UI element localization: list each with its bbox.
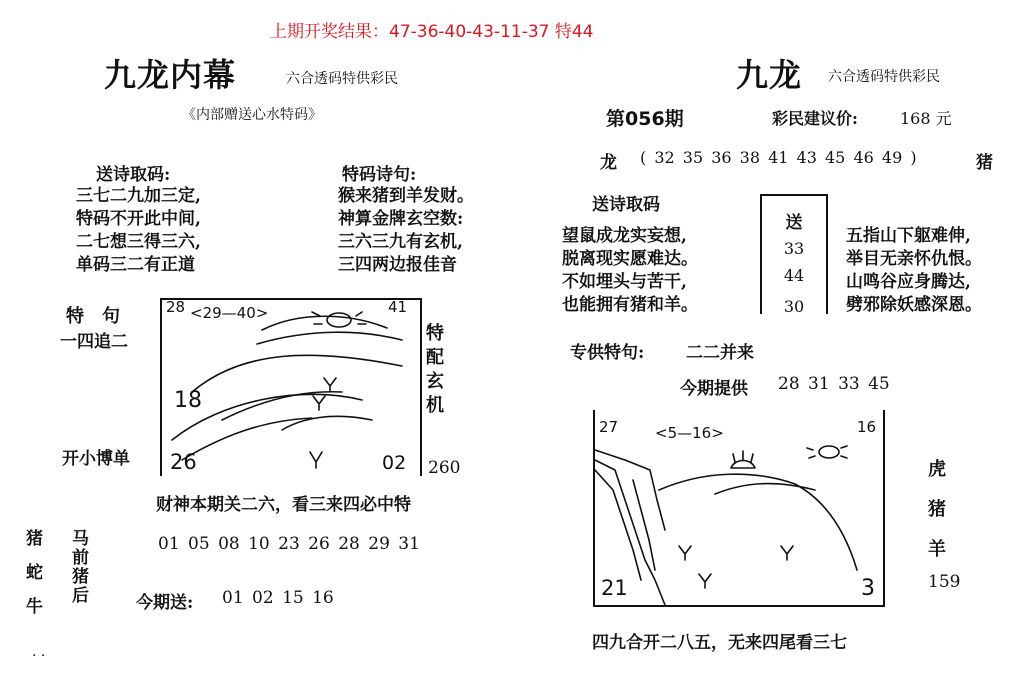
left-drawing-bl: 26 bbox=[170, 450, 197, 474]
left-side-text bbox=[426, 322, 444, 418]
right-subtitle: 六合透码特供彩民 bbox=[828, 69, 940, 85]
zodiac-char: 猪 bbox=[72, 567, 89, 587]
left-today-label: 今期送: bbox=[136, 593, 194, 613]
left-special-line: 三四两边报佳音 bbox=[338, 255, 457, 275]
right-pig-label: 猪 bbox=[976, 153, 993, 173]
zodiac-char: 牛 bbox=[26, 597, 43, 617]
left-poem-line: 二七想三得三六, bbox=[76, 232, 201, 252]
left-drawing bbox=[160, 298, 422, 476]
left-today-numbers: 01 02 15 16 bbox=[222, 588, 334, 608]
right-send-box bbox=[760, 194, 828, 314]
left-side-char: 机 bbox=[426, 395, 444, 416]
right-title: 九龙 bbox=[736, 56, 803, 94]
right-special-value: 二二并来 bbox=[686, 343, 754, 363]
right-poem-right bbox=[846, 225, 982, 317]
left-poem-heading: 送诗取码: bbox=[96, 165, 171, 185]
right-price-label: 彩民建议价: bbox=[772, 109, 858, 128]
left-zodiac-col1 bbox=[26, 522, 43, 624]
left-zodiac-col2 bbox=[72, 530, 89, 606]
left-poem-line: 特码不开此中间, bbox=[76, 209, 201, 229]
right-side-number: 159 bbox=[928, 572, 961, 592]
left-special-line: 猴来猪到羊发财。 bbox=[338, 186, 474, 206]
left-poem-line: 单码三二有正道 bbox=[76, 255, 195, 275]
left-dots: . . bbox=[32, 644, 46, 660]
zodiac-char: 马 bbox=[72, 529, 89, 549]
right-poem-line: 也能拥有猪和羊。 bbox=[562, 295, 698, 315]
right-issue: 第056期 bbox=[606, 108, 684, 130]
right-drawing-br: 3 bbox=[861, 576, 875, 601]
zodiac-char: 虎 bbox=[928, 459, 946, 480]
right-dragon-numbers: ( 32 35 36 38 41 43 45 46 49 ) bbox=[640, 148, 917, 167]
left-drawing-tr: 41 bbox=[388, 298, 408, 316]
left-side-char: 特 bbox=[426, 323, 444, 344]
zodiac-char: 猪 bbox=[928, 499, 946, 520]
left-special-line: 三六三九有玄机, bbox=[338, 232, 463, 252]
left-single-label: 开小博单 bbox=[62, 449, 130, 469]
zodiac-char: 猪 bbox=[26, 529, 43, 549]
right-poem-line: 山鸣谷应身腾达, bbox=[846, 272, 971, 292]
left-subtitle: 六合透码特供彩民 bbox=[286, 71, 398, 87]
left-drawing-tl: 28 bbox=[166, 298, 186, 316]
right-poem-line: 五指山下躯难伸, bbox=[846, 226, 971, 246]
zodiac-char: 羊 bbox=[928, 539, 946, 560]
send-box-number: 33 bbox=[783, 239, 805, 258]
send-box-number: 30 bbox=[783, 297, 805, 316]
right-provide-numbers: 28 31 33 45 bbox=[778, 374, 890, 394]
left-tagline: 《内部赠送心水特码》 bbox=[182, 107, 322, 123]
left-side-char: 玄 bbox=[426, 371, 444, 392]
right-dragon-label: 龙 bbox=[600, 153, 617, 173]
right-drawing-range: <5—16> bbox=[655, 424, 724, 442]
left-drawing-range: <29—40> bbox=[190, 304, 269, 322]
left-numbers: 01 05 08 10 23 26 28 29 31 bbox=[158, 534, 420, 554]
left-side-number: 260 bbox=[428, 458, 461, 478]
right-drawing bbox=[593, 410, 885, 607]
left-god-line: 财神本期关二六，看三来四必中特 bbox=[156, 495, 411, 515]
left-special-heading: 特码诗句: bbox=[342, 165, 417, 185]
right-poem-line: 脱离现实愿难达。 bbox=[562, 249, 698, 269]
right-poem-line: 劈邪除妖感深恩。 bbox=[846, 295, 982, 315]
zodiac-char: 蛇 bbox=[26, 563, 43, 583]
send-box-label: 送 bbox=[785, 213, 803, 233]
zodiac-char: 前 bbox=[72, 548, 89, 568]
zodiac-char: 后 bbox=[72, 586, 89, 606]
left-special-line: 神算金牌玄空数: bbox=[338, 209, 464, 229]
right-special-label: 专供特句: bbox=[570, 343, 645, 363]
right-poem-heading: 送诗取码 bbox=[592, 195, 660, 215]
left-title: 九龙内幕 bbox=[104, 56, 237, 94]
send-box-number: 44 bbox=[783, 266, 805, 285]
left-special-poem bbox=[338, 185, 474, 277]
right-poem-left bbox=[562, 225, 698, 317]
last-result-banner: 上期开奖结果：47-36-40-43-11-37 特44 bbox=[270, 22, 594, 42]
right-poem-line: 不如埋头与苦干, bbox=[562, 272, 687, 292]
right-price-value: 168 元 bbox=[900, 109, 952, 128]
left-drawing-br: 02 bbox=[382, 452, 407, 474]
right-drawing-tl: 27 bbox=[599, 418, 619, 436]
right-provide-label: 今期提供 bbox=[680, 379, 748, 399]
left-drawing-ml: 18 bbox=[174, 388, 202, 413]
left-tip-value: 一四追二 bbox=[60, 332, 128, 352]
right-zodiac bbox=[928, 450, 946, 570]
right-drawing-bl: 21 bbox=[601, 576, 628, 600]
right-bottom-line: 四九合开二八五，无来四尾看三七 bbox=[592, 633, 847, 653]
left-tip-label: 特 句 bbox=[66, 306, 120, 327]
left-poem bbox=[76, 185, 201, 277]
right-poem-line: 举目无亲怀仇恨。 bbox=[846, 249, 982, 269]
left-poem-line: 三七二九加三定, bbox=[76, 186, 201, 206]
right-poem-line: 望鼠成龙实妄想, bbox=[562, 226, 687, 246]
right-drawing-tr: 16 bbox=[857, 418, 877, 436]
left-side-char: 配 bbox=[426, 347, 444, 368]
right-drawing-sketch bbox=[595, 410, 883, 605]
